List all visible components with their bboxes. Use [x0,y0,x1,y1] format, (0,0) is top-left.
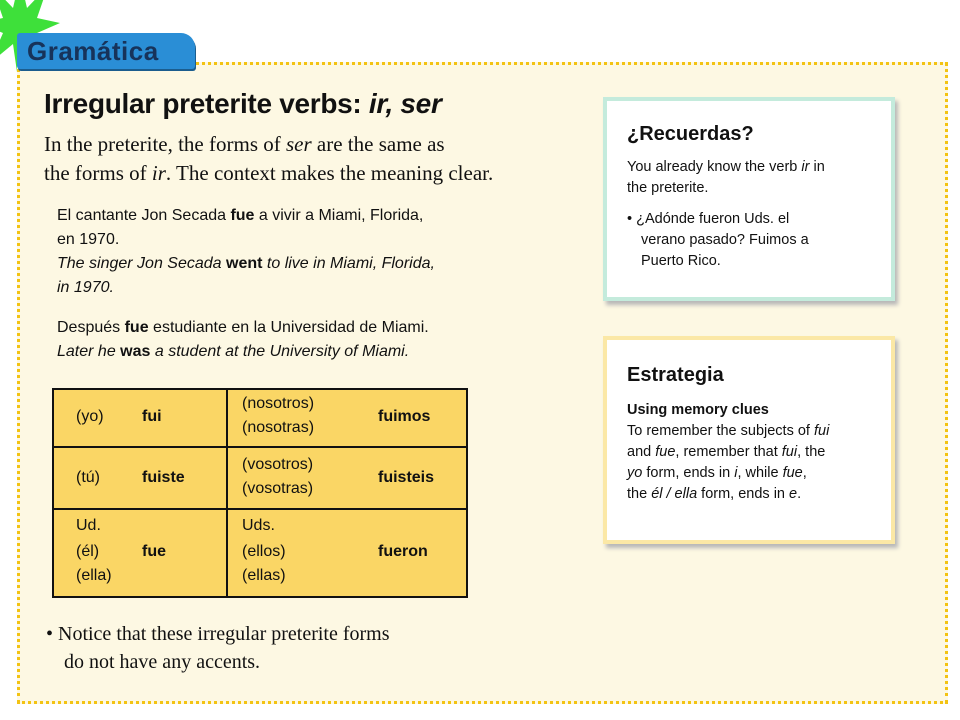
table-row [53,509,467,597]
title-verbs: ir, ser [368,88,442,119]
note-line: • Notice that these irregular preterite forms [46,623,390,645]
example-verb: fue [124,319,149,336]
box-text: fue [655,444,676,460]
estrategia-text [627,400,882,505]
pronoun: (él) [76,543,100,560]
example-text: estudiante en la Universidad de Miami. [148,319,429,336]
table-cell [227,447,467,509]
box-text: • ¿Adónde fueron Uds. el [627,211,790,227]
intro-text: are the same as [311,132,445,156]
verb-form: fuiste [142,469,185,486]
pronoun: (vosotras) [242,480,314,497]
table-row [53,447,467,509]
example-translation: The singer Jon Secada [57,255,226,272]
pronoun: (yo) [76,408,104,425]
intro-paragraph [44,130,564,188]
box-text: in [809,159,825,175]
example-verb: went [226,255,263,272]
box-text: e [789,486,798,502]
pronoun: Uds. [242,517,275,534]
table-cell [227,509,467,597]
table-cell [53,509,227,597]
example-translation: Later he [57,343,121,360]
recuerdas-text [627,157,882,272]
pronoun: (nosotras) [242,419,315,436]
example-translation: a student at the University of Miami. [150,343,410,360]
estrategia-heading: Estrategia [627,364,724,386]
verb-form: fueron [378,543,428,560]
box-text: , [802,465,807,481]
estrategia-box [603,336,895,544]
box-text: él / ella [651,486,698,502]
example-translation: to live in Miami, Florida, [262,255,435,272]
verb-form: fuisteis [378,469,435,486]
box-text: fue [782,465,803,481]
box-text: You already know the verb [627,159,802,175]
box-text: , while [737,465,783,481]
box-text: fui [813,423,830,439]
pronoun: Ud. [76,517,101,534]
box-text: , remember that [675,444,782,460]
table-cell [227,389,467,447]
example-sentence-2 [57,316,429,364]
pronoun: (ellas) [242,567,286,584]
intro-text: ir [151,161,166,185]
box-text: ir [801,159,810,175]
intro-text: . The context makes the meaning clear. [165,161,494,185]
box-text: form, ends in [642,465,735,481]
box-text: and [627,444,656,460]
example-text: a vivir a Miami, Florida, [254,207,424,224]
box-text: form, ends in [697,486,790,502]
title-main: Irregular preterite verbs: [44,88,369,119]
table-row [53,389,467,447]
box-text: the [627,486,652,502]
page-title [44,88,442,120]
box-text: To remember the subjects of [627,423,814,439]
box-text: , the [797,444,826,460]
box-text: Puerto Rico. [641,253,721,269]
verb-form: fuimos [378,408,431,425]
example-verb: was [120,343,151,360]
box-text: the preterite. [627,180,709,196]
example-sentence-1 [57,204,435,300]
example-text: Después [57,319,125,336]
example-text: El cantante Jon Secada [57,207,231,224]
box-text: i [734,465,738,481]
recuerdas-box [603,97,895,301]
conjugation-table [52,388,468,598]
pronoun: (ellos) [242,543,286,560]
pronoun: (tú) [76,469,100,486]
recuerdas-heading: ¿Recuerdas? [627,123,754,145]
box-text: fui [781,444,798,460]
intro-text: In the preterite, the forms of [44,132,286,156]
example-translation: in 1970. [57,279,114,296]
example-verb: fue [230,207,255,224]
intro-text: the forms of [44,161,152,185]
pronoun: (nosotros) [242,395,315,412]
box-text: yo [627,465,643,481]
gramatica-banner [17,33,195,69]
note-line: do not have any accents. [64,651,261,673]
pronoun: (vosotros) [242,456,314,473]
example-text: en 1970. [57,231,120,248]
banner-label: Gramática [27,36,159,66]
verb-form: fui [142,408,162,425]
pronoun: (ella) [76,567,112,584]
intro-text: ser [286,132,312,156]
table-cell [53,447,227,509]
table-cell [53,389,227,447]
estrategia-subheading: Using memory clues [627,402,769,418]
accent-note [46,620,390,676]
verb-form: fue [142,543,166,560]
box-text: . [797,486,802,502]
box-text: verano pasado? Fuimos a [641,232,809,248]
